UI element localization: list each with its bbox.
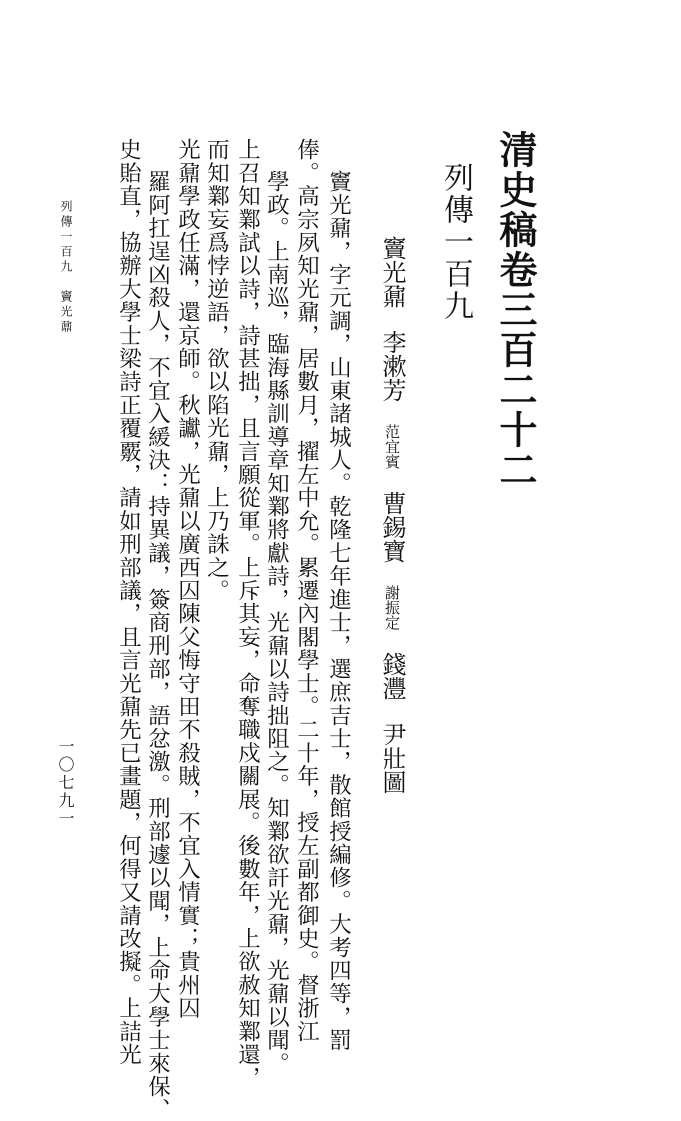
body-line-2: 俸。高宗夙知光鼐，居數月，擢左中允。累遷內閣學士。二十年，授左副都御史。督浙江 <box>293 138 320 1043</box>
body-line-8: 史貽直，協辦大學士梁詩正覆覈，請如刑部議，且言光鼐先已畫題，何得又請改擬。上詰光 <box>115 138 142 1066</box>
chapter-subtitle: 列傳一百九 <box>438 162 473 322</box>
name-li-shufang: 李漱芳 <box>378 330 406 402</box>
body-line-4: 上召知鄴試以詩，詩甚拙，且言願從軍。上斥其妄，命奪職戍關展。後數年，上欲赦知鄴還， <box>234 138 261 1090</box>
name-yin-zhuangtu: 尹壯圖 <box>378 722 406 794</box>
body-line-1: 竇光鼐，字元調，山東諸城人。乾隆七年進士，選庶吉士，散館授編修。大考四等，罰 <box>325 170 352 1052</box>
body-line-7: 羅阿扛逞凶殺人，不宜入緩決：持異議，簽商刑部，語忿激。刑部遽以聞，上命大學士來保、 <box>144 170 171 1121</box>
name-qian-feng: 錢灃 <box>378 652 406 700</box>
body-line-5: 而知鄴妄爲悖逆語，欲以陷光鼐，上乃誅之。 <box>203 138 230 602</box>
body-line-6: 光鼐學政任滿，還京師。秋讞，光鼐以廣西囚陳父悔守田不殺賊，不宜入情實；貴州囚 <box>174 138 201 1020</box>
page-number: 一〇七九一 <box>56 738 75 828</box>
body-line-3: 學政。上南巡，臨海縣訓導章知鄴將獻詩，光鼐以詩拙阻之。知鄴欲訐光鼐，光鼐以聞。 <box>263 170 290 1075</box>
name-fan-yibin: 范宜賓 <box>383 424 401 469</box>
biography-name-list <box>380 236 404 794</box>
volume-title: 清史稿卷三百二十二 <box>493 130 538 490</box>
name-dou-guangnai: 竇光鼐 <box>378 236 406 308</box>
name-xie-zhending: 謝振定 <box>383 585 401 630</box>
name-cao-xibao: 曹錫寶 <box>378 491 406 563</box>
running-header: 列傳一百九 竇光鼐 <box>59 200 73 335</box>
